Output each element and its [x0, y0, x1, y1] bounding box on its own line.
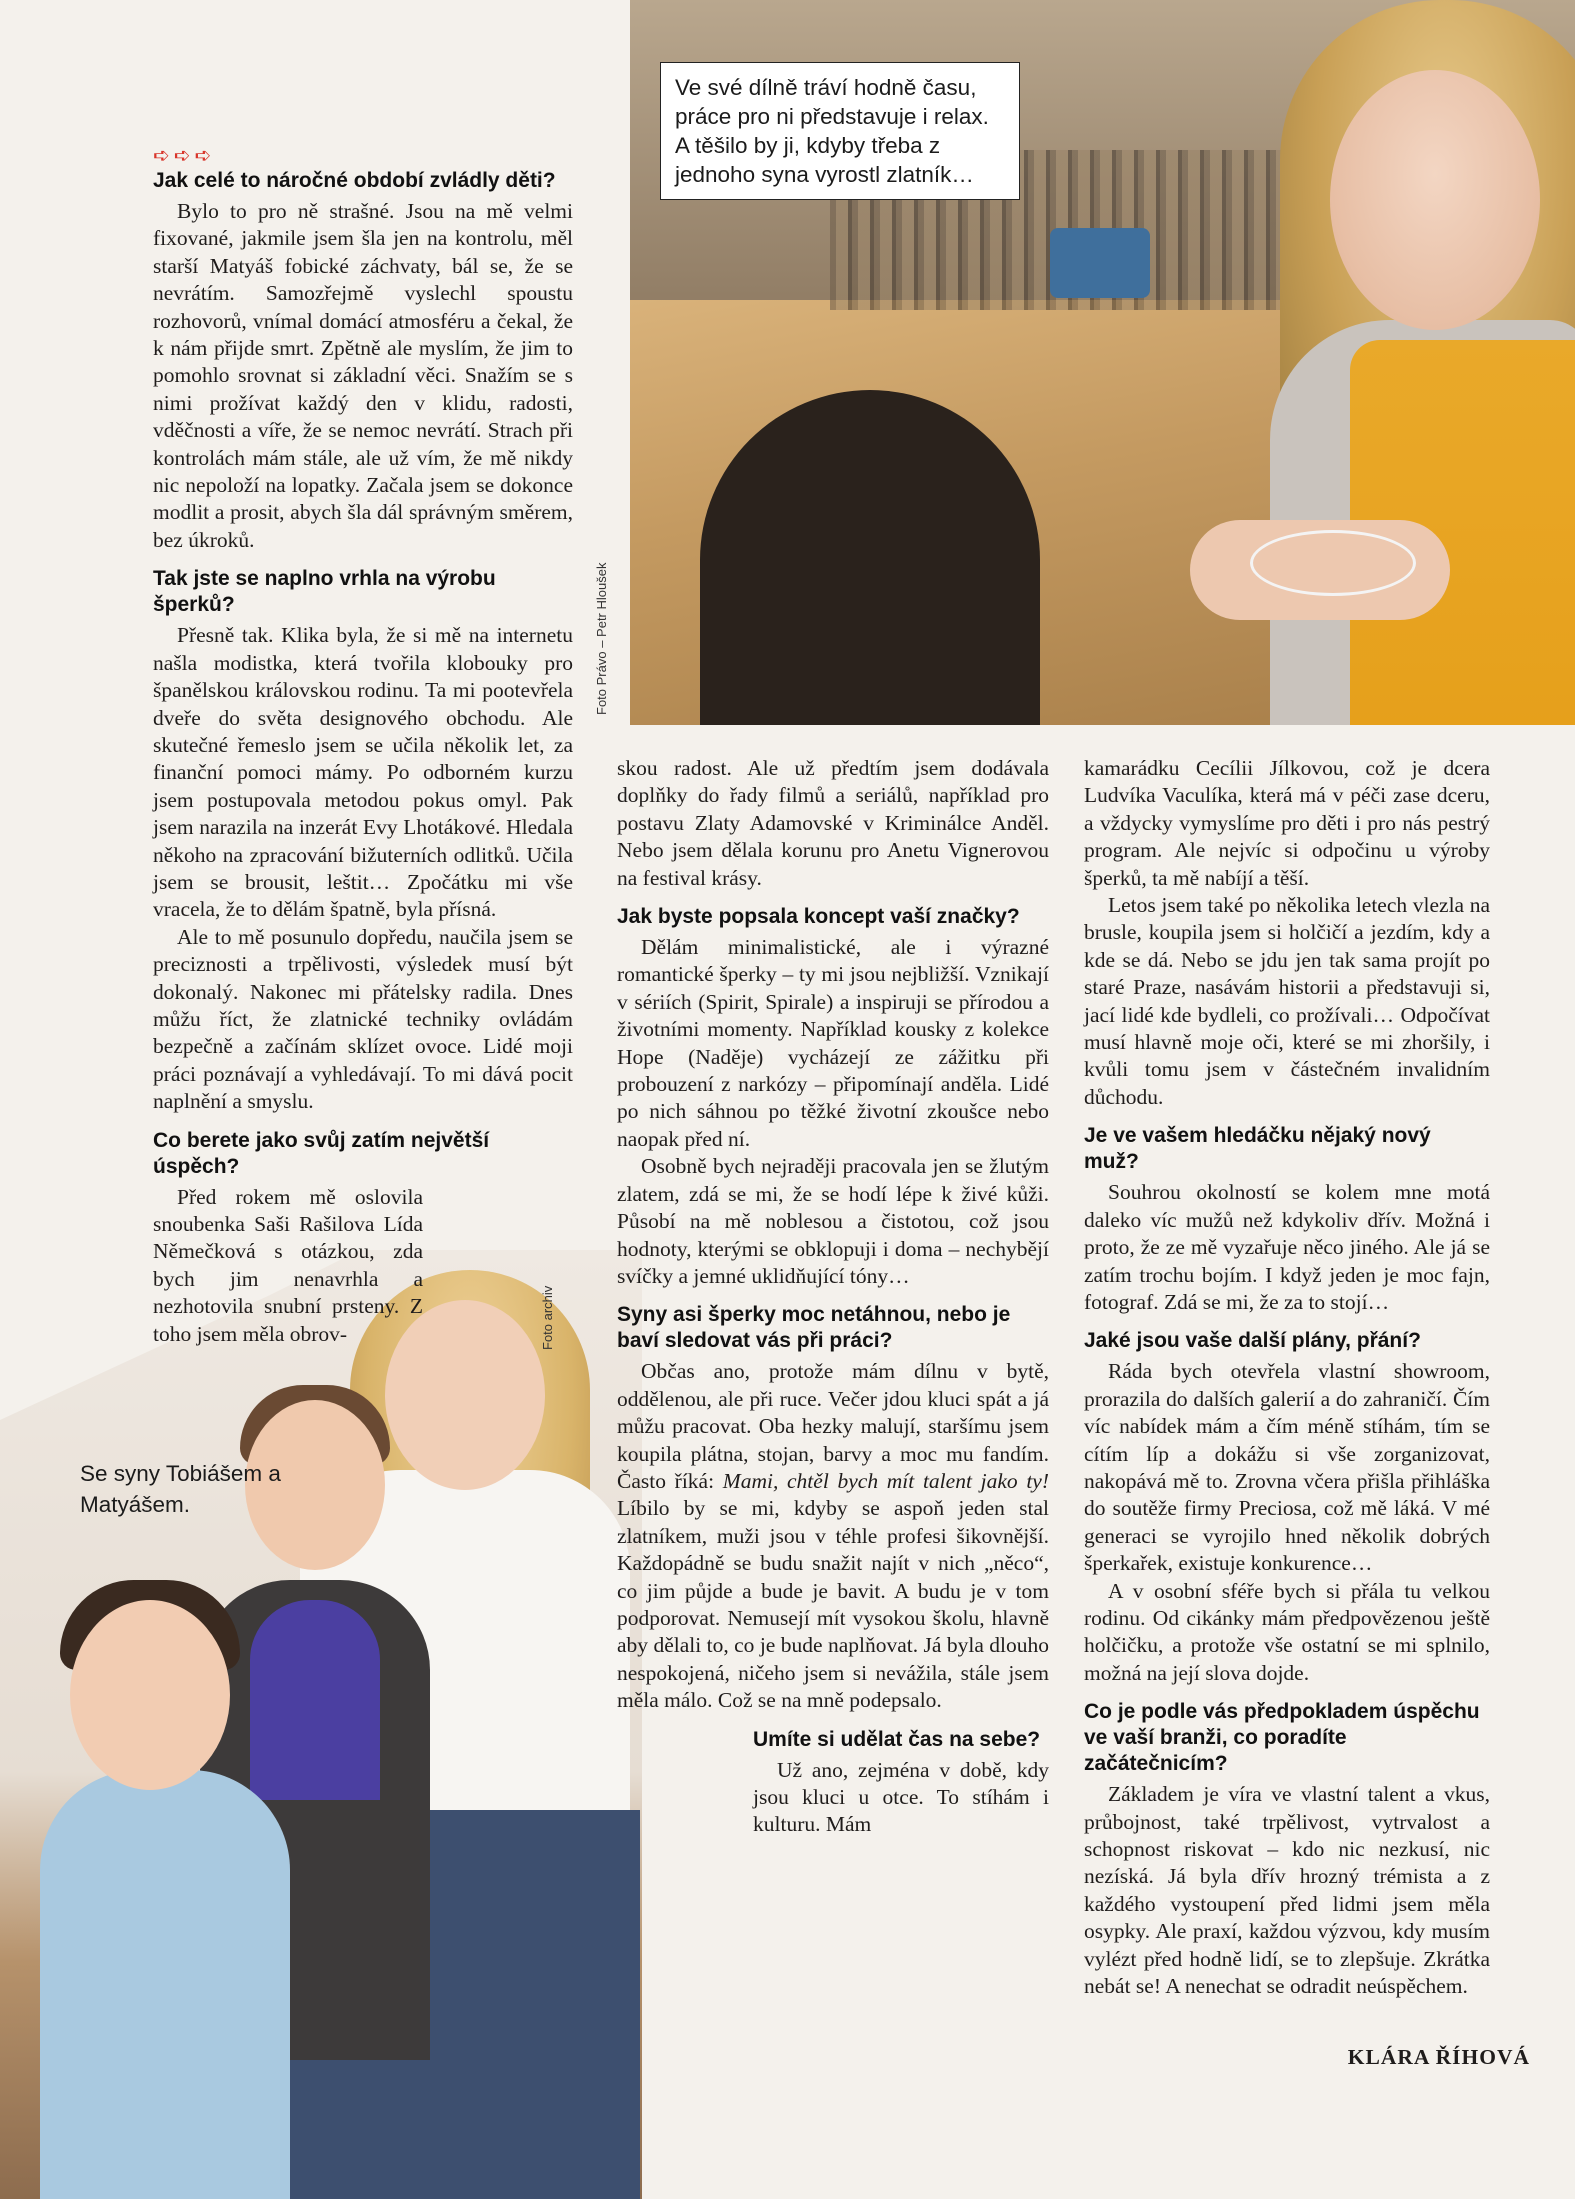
answer-paragraph: Přesně tak. Klika byla, že si mě na internetu našla modistka, která tvořila klobouky pro španělskou královskou rodinu. Ta mi pootevřela dveře do světa designového obchodu. Ale skutečné řemeslo jsem se učila několik let, za finanční pomoci mámy. Po odborném kurzu jsem postupovala metodou pokus omyl. Pak jsem narazila na inzerát Evy Lhotákové. Hledala někoho na zpracování bižuterních odlitků. Učila jsem se brousit, leštit… Zpočátku mi vše vracela, že to dělám špatně, byla přísná. — [153, 623, 573, 922]
answer-text: Líbilo by se mi, kdyby se aspoň jeden stal zlatníkem, muži jsou v téhle profesi šikovnější. Každopádně se budu snažit najít v nich „něco“, co jim půjde a bude je bavit. A budu je v tom podporovat. Nemusejí mít vysokou školu, hlavně aby dělali to, co je bude naplňovat. Já byla dlouho nespokojená, ničeho jsem si nevážila, stále jsem měla málo. Což se na mně podepsalo. — [617, 1496, 1049, 1713]
arrow-ornament-icon: ➪➪➪ — [153, 143, 216, 167]
article-column-2 — [617, 755, 1049, 1839]
answer-paragraph: Základem je víra ve vlastní talent a vkus, průbojnost, také trpělivost, vytrvalost a schopnost riskovat – kdo nic nezkusí, nic nezíská. Já byla dřív hrozný trémista a z každého vystoupení před lidmi jsem měla osypky. Ale praxí, každou výzvou, kdy musím vylézt před hodně lidí, se to zlepšuje. Zkrátka nebát se! A nenechat se odradit neúspěchem. — [1084, 1782, 1490, 1999]
answer-paragraph: Letos jsem také po několika letech vlezla na brusle, koupila jsem si holčičí a jezdím, kdy a kde se dá. Nebo se jdu jen tak sama projít po staré Praze, nasávám historii a představuji si, jací lidé kde bydleli, co prožívali… Odpočívat musí hlavně moje oči, které se mi zhoršily, i kvůli tomu jsem v částečném invalidním důchodu. — [1084, 893, 1490, 1109]
answer-paragraph: Souhrou okolností se kolem mne motá daleko víc mužů než kdykoliv dřív. Možná i proto, že ze mě vyzařuje něco jiného. Ale já se zatím trochu bojím. I když jeden je moc fajn, fotograf. Zdá se mi, že za to stojí… — [1084, 1180, 1490, 1314]
question-heading: Syny asi šperky moc netáhnou, nebo je baví sledovat vás při práci? — [617, 1303, 1011, 1353]
family-photo — [0, 1250, 642, 2199]
answer-paragraph: Už ano, zejména v době, kdy jsou kluci u otce. To stíhám i kulturu. Mám — [753, 1757, 1049, 1837]
question-heading: Jak celé to náročné období zvládly děti? — [153, 169, 556, 192]
question-heading: Je ve vašem hledáčku nějaký nový muž? — [1084, 1124, 1431, 1174]
question-heading: Jak byste popsala koncept vaší značky? — [617, 905, 1020, 929]
question-heading: Umíte si udělat čas na sebe? — [753, 1727, 1041, 1751]
author-byline: KLÁRA ŘÍHOVÁ — [1347, 2045, 1530, 2069]
question-heading: Jaké jsou vaše další plány, přání? — [1084, 1329, 1421, 1353]
answer-paragraph: Před rokem mě oslovila snoubenka Saši Rašilova Lída Němečková s otázkou, zda bych jim nenavrhla a nezhotovila snubní prsteny. Z toho jsem měla obrov- — [153, 1184, 423, 1346]
answer-paragraph: kamarádku Cecílii Jílkovou, což je dcera Ludvíka Vaculíka, která má v péči zase dceru, a vždycky vymyslíme pro děti i pro nás pestrý program. Ale nejvíc si odpočinu u výroby šperků, ta mě nabíjí a těší. — [1084, 756, 1490, 890]
article-column-3 — [1084, 755, 1490, 2000]
quoted-speech: Mami, chtěl bych mít talent jako ty! — [722, 1468, 1050, 1493]
workshop-photo-credit: Foto Právo – Petr Hloušek — [594, 562, 609, 715]
question-heading: Co berete jako svůj zatím největší úspěch? — [153, 1128, 490, 1178]
answer-text: Občas ano, protože mám dílnu v bytě, oddělenou, ale při ruce. Večer jdou kluci spát a já můžu pracovat. Oba hezky malují, staršímu jsem koupila plátna, stojan, barvy a moc mu fandím. Často říká: — [617, 1359, 1049, 1493]
answer-paragraph — [617, 1358, 1049, 1714]
question-heading: Co je podle vás předpokladem úspěchu ve vaší branži, co poradíte začátečnicím? — [1084, 1700, 1480, 1776]
workshop-photo-caption: Ve své dílně tráví hodně času, práce pro ni představuje i relax. A těšilo by ji, kdyby třeba z jednoho syna vyrostl zlatník… — [660, 62, 1020, 200]
family-photo-caption: Se syny Tobiášem a Matyášem. — [80, 1461, 281, 1517]
family-photo-credit: Foto archiv — [540, 1285, 555, 1350]
answer-paragraph: A v osobní sféře bych si přála tu velkou rodinu. Od cikánky mám předpovězenou ještě holčičku, a protože vše ostatní se mi splnilo, možná na její slova dojde. — [1084, 1578, 1490, 1685]
answer-paragraph: Osobně bych nejraději pracovala jen se žlutým zlatem, zdá se mi, že se hodí lépe k živé kůži. Působí na mě noblesou a čistotou, což jsou hodnoty, kterými se obklopuji i doma – nechybějí svíčky a jemné uklidňující tóny… — [617, 1154, 1049, 1288]
answer-paragraph: skou radost. Ale už předtím jsem dodávala doplňky do řady filmů a seriálů, například pro postavu Zlaty Adamovské v Kriminálce Anděl. Nebo jsem dělala korunu pro Anetu Vignerovou na festival krásy. — [617, 756, 1049, 890]
answer-paragraph: Bylo to pro ně strašné. Jsou na mě velmi fixované, jakmile jsem šla jen na kontrolu, měl starší Matyáš fobické záchvaty, bál se, že se nevrátím. Samozřejmě vyslechl spoustu rozhovorů, vnímal domácí atmosféru a čekal, že k nám přijde smrt. Zpětně ale myslím, že jim to pomohlo srovnat si základní věci. Snažím se s nimi prožívat každý den v klidu, radosti, vděčnosti a víře, že se nemoc nevrátí. Strach při kontrolách mám stále, ale už vím, že mě nikdy nic nepoloží na lopatky. Začala jsem se dokonce modlit a prosit, abych šla dál správným směrem, bez úkroků. — [153, 199, 573, 552]
answer-paragraph: Dělám minimalistické, ale i výrazné romantické šperky – ty mi jsou nejbližší. Vznikají v sériích (Spirit, Spirale) a inspiruji se přírodou a životními momenty. Například kousky z kolekce Hope (Naděje) vycházejí ze zážitku při probouzení z narkózy – připomínají anděla. Lidé po nich sáhnou po těžké životní zkoušce nebo naopak před ní. — [617, 935, 1049, 1151]
answer-paragraph: Ráda bych otevřela vlastní showroom, prorazila do dalších galerií a do zahraničí. Čím víc nabídek mám a čím méně stíhám, tím se cítím líp a dokážu si vše zorganizovat, nakopává mě to. Zrovna včera přišla přihláška do soutěže firmy Preciosa, což mě láká. V mé generaci se vyrojilo hned několik dobrých šperkařek, existuje konkurence… — [1084, 1359, 1490, 1576]
article-column-1 — [153, 168, 573, 1348]
answer-paragraph: Ale to mě posunulo dopředu, naučila jsem se preciznosti a trpělivosti, výsledek musí být dokonalý. Nakonec mi přátelsky radila. Dnes můžu říct, že zlatnické techniky ovládám bezpečně a začínám sklízet ovoce. Lidé moji práci poznávají a vyhledávají. To mi dává pocit naplnění a smyslu. — [153, 924, 573, 1114]
question-heading: Tak jste se naplno vrhla na výrobu šperků? — [153, 567, 496, 617]
